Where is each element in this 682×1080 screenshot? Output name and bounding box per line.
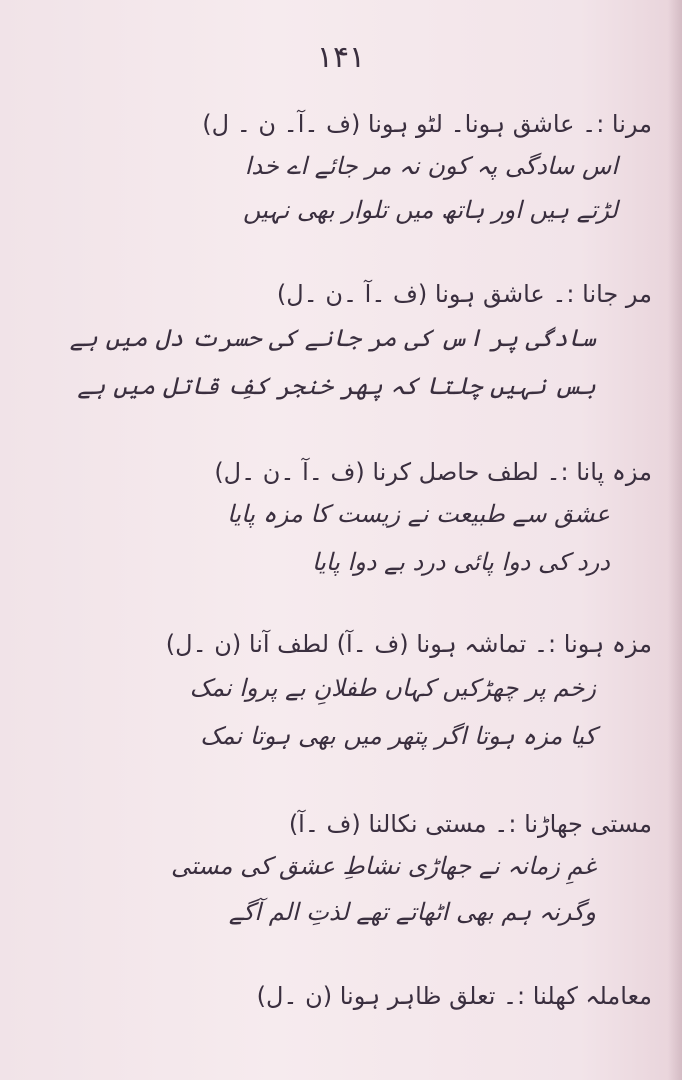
verse-line: لڑتے ہیں اور ہاتھ میں تلوار بھی نہیں	[243, 196, 618, 224]
verse-line: عشق سے طبیعت نے زیست کا مزہ پایا	[227, 500, 610, 528]
verse-line: وگرنہ ہم بھی اٹھاتے تھے لذتِ الم آگے	[228, 898, 596, 926]
verse-line: درد کی دوا پائی درد بے دوا پایا	[311, 548, 610, 576]
entry-heading: مستی جھاڑنا :۔ مستی نکالنا (ف ۔آ)	[288, 810, 652, 838]
verse-line: زخم پر چھڑکیں کہاں طفلانِ بے پروا نمک	[189, 674, 596, 702]
entry-heading: مرنا :۔ عاشق ہونا۔ لٹو ہونا (ف ۔آ۔ ن ۔ ل)	[202, 110, 652, 138]
entry-heading: معاملہ کھلنا :۔ تعلق ظاہر ہونا (ن ۔ل)	[256, 982, 652, 1010]
verse-line: کیا مزہ ہوتا اگر پتھر میں بھی ہوتا نمک	[200, 722, 596, 750]
verse-line: اس سادگی پہ کون نہ مر جائے اے خدا	[244, 152, 618, 180]
page-number: ۱۴۱	[316, 40, 366, 75]
entry-heading: مزہ پانا :۔ لطف حاصل کرنا (ف ۔آ ۔ن ۔ل)	[214, 458, 652, 486]
verse-line: غمِ زمانہ نے جھاڑی نشاطِ عشق کی مستی	[170, 852, 596, 880]
entry-heading: مزہ ہونا :۔ تماشہ ہونا (ف ۔آ) لطف آنا (ن ۔ل)	[165, 630, 652, 658]
verse-line: سادگی پر اس کی مر جانے کی حسرت دل میں ہے	[69, 324, 596, 352]
verse-line: بس نہیں چلتا کہ پھر خنجر کفِ قاتل میں ہے	[77, 372, 596, 400]
entry-heading: مر جانا :۔ عاشق ہونا (ف ۔آ ۔ن ۔ل)	[276, 280, 652, 308]
page-edge-shadow	[668, 0, 682, 1080]
